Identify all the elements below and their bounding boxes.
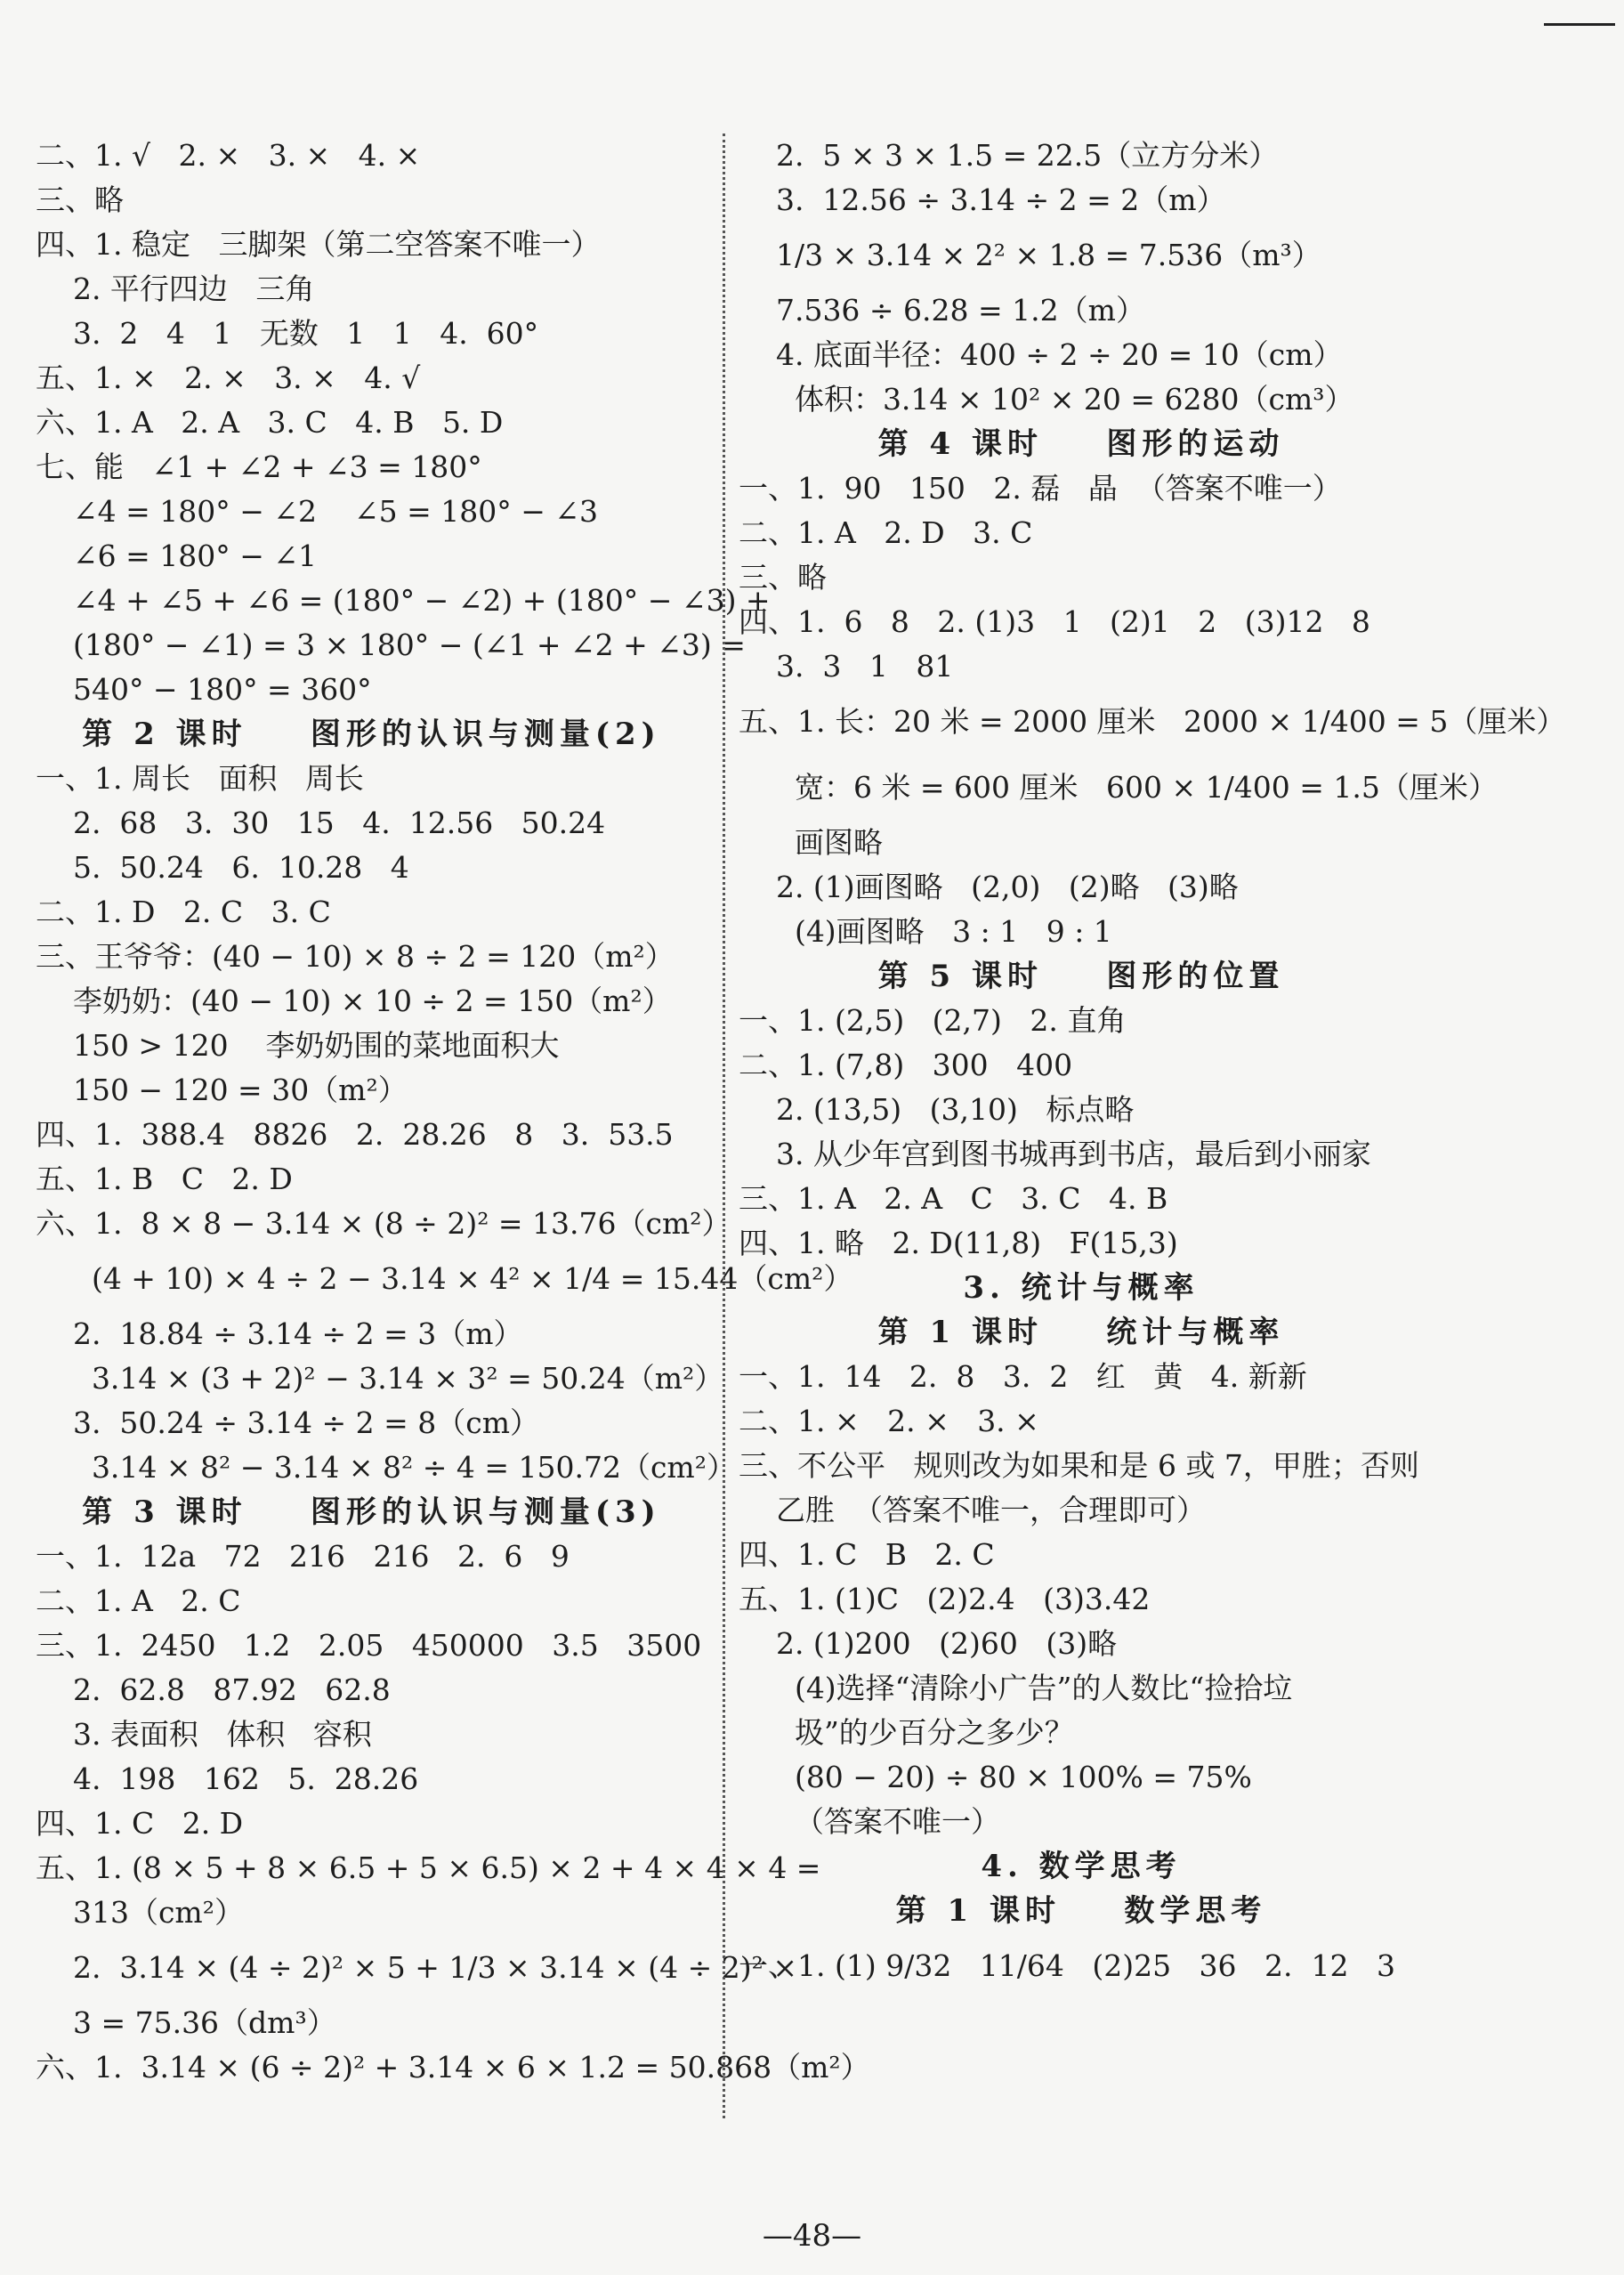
answer-line: 3.14 × (3 + 2)² − 3.14 × 3² = 50.24（m²）	[36, 1361, 724, 1396]
answer-line: 五、1. × 2. × 3. × 4. √	[36, 360, 421, 395]
answer-line: 3. 3 1 81	[739, 649, 954, 684]
answer-line: 宽：6 米 = 600 厘米 600 × 1/400 = 1.5（厘米）	[739, 770, 1498, 805]
section-heading: 4. 数学思考	[981, 1849, 1182, 1884]
answer-line: （答案不唯一）	[739, 1804, 1000, 1839]
answer-line: 六、1. A 2. A 3. C 4. B 5. D	[36, 405, 504, 440]
answer-line: 2. 平行四边 三角	[36, 271, 315, 306]
answer-line: 2. (1)200 (2)60 (3)略	[739, 1626, 1118, 1661]
section-heading: 第 1 课时 数学思考	[895, 1893, 1267, 1929]
answer-line: 四、1. 稳定 三脚架（第二空答案不唯一）	[36, 227, 601, 262]
answer-line: 1/3 × 3.14 × 2² × 1.8 = 7.536（m³）	[739, 238, 1321, 272]
answer-line: 一、1. 周长 面积 周长	[36, 761, 364, 796]
answer-line: 三、略	[36, 182, 124, 217]
answer-line: 3. 50.24 ÷ 3.14 ÷ 2 = 8（cm）	[36, 1405, 540, 1440]
section-heading: 第 5 课时 图形的位置	[877, 959, 1285, 994]
answer-line: 三、1. 2450 1.2 2.05 450000 3.5 3500	[36, 1628, 702, 1663]
answer-line: 540° − 180° = 360°	[36, 672, 372, 707]
answer-line: 四、1. 略 2. D(11,8) F(15,3)	[739, 1226, 1178, 1260]
answer-line: (4)画图略 3 : 1 9 : 1	[739, 914, 1112, 949]
page-number: —48—	[762, 2218, 862, 2254]
answer-line: 2. 3.14 × (4 ÷ 2)² × 5 + 1/3 × 3.14 × (4 ÷ 2)² ×	[36, 1950, 797, 1985]
answer-line: 四、1. C 2. D	[36, 1806, 244, 1841]
answer-line: 313（cm²）	[36, 1895, 244, 1930]
answer-line: 二、1. × 2. × 3. ×	[739, 1404, 1039, 1438]
answer-line: 2. 68 3. 30 15 4. 12.56 50.24	[36, 806, 606, 840]
answer-line: 三、王爷爷：(40 − 10) × 8 ÷ 2 = 120（m²）	[36, 939, 675, 974]
answer-line: 画图略	[739, 825, 883, 860]
answer-line: (80 − 20) ÷ 80 × 100% = 75%	[739, 1760, 1252, 1794]
answer-line: 2. 62.8 87.92 62.8	[36, 1672, 391, 1707]
answer-line: 5. 50.24 6. 10.28 4	[36, 850, 409, 885]
answer-line: 3.14 × 8² − 3.14 × 8² ÷ 4 = 150.72（cm²）	[36, 1450, 736, 1485]
answer-line: 四、1. C B 2. C	[739, 1537, 995, 1572]
answer-line: 体积：3.14 × 10² × 20 = 6280（cm³）	[739, 382, 1354, 417]
top-rule	[1544, 23, 1615, 26]
answer-line: 4. 底面半径：400 ÷ 2 ÷ 20 = 10（cm）	[739, 337, 1343, 372]
answer-line: 五、1. (8 × 5 + 8 × 6.5 + 5 × 6.5) × 2 + 4 × 4 × 4 =	[36, 1850, 821, 1885]
answer-line: 3 = 75.36（dm³）	[36, 2005, 336, 2040]
answer-line: 乙胜 （答案不唯一，合理即可）	[739, 1493, 1206, 1527]
answer-line: (4)选择“清除小广告”的人数比“捡拾垃	[739, 1671, 1293, 1705]
answer-line: 三、略	[739, 560, 827, 595]
answer-line: 二、1. A 2. D 3. C	[739, 515, 1033, 550]
column-divider	[723, 134, 725, 2118]
answer-line: 一、1. 14 2. 8 3. 2 红 黄 4. 新新	[739, 1359, 1307, 1394]
answer-line: 四、1. 388.4 8826 2. 28.26 8 3. 53.5	[36, 1117, 674, 1152]
section-heading: 第 1 课时 统计与概率	[877, 1315, 1285, 1350]
answer-line: 二、1. √ 2. × 3. × 4. ×	[36, 138, 421, 173]
answer-line: ∠4 = 180° − ∠2 ∠5 = 180° − ∠3	[36, 494, 598, 529]
answer-line: 2. 5 × 3 × 1.5 = 22.5（立方分米）	[739, 138, 1279, 173]
answer-line: 五、1. (1)C (2)2.4 (3)3.42	[739, 1582, 1151, 1616]
answer-line: 7.536 ÷ 6.28 = 1.2（m）	[739, 293, 1145, 328]
answer-line: 三、不公平 规则改为如果和是 6 或 7，甲胜；否则	[739, 1448, 1419, 1483]
answer-line: 四、1. 6 8 2. (1)3 1 (2)1 2 (3)12 8	[739, 604, 1370, 639]
answer-line: 圾”的少百分之多少？	[739, 1715, 1074, 1750]
answer-line: ∠4 + ∠5 + ∠6 = (180° − ∠2) + (180° − ∠3) +	[36, 583, 771, 618]
answer-line: 一、1. 90 150 2. 磊 晶 （答案不唯一）	[739, 471, 1342, 506]
answer-line: 五、1. 长：20 米 = 2000 厘米 2000 × 1/400 = 5（厘米）	[739, 704, 1566, 739]
section-heading: 第 2 课时 图形的认识与测量(2)	[82, 717, 661, 752]
answer-line: 李奶奶：(40 − 10) × 10 ÷ 2 = 150（m²）	[36, 984, 672, 1018]
answer-line: ∠6 = 180° − ∠1	[36, 538, 317, 573]
answer-line: 3. 从少年宫到图书城再到书店，最后到小丽家	[739, 1137, 1371, 1171]
answer-line: 一、1. (1) 9/32 11/64 (2)25 36 2. 12 3	[739, 1948, 1395, 1983]
answer-line: 3. 表面积 体积 容积	[36, 1717, 372, 1752]
answer-line: 三、1. A 2. A C 3. C 4. B	[739, 1181, 1168, 1216]
answer-line: 150 > 120 李奶奶围的菜地面积大	[36, 1028, 560, 1063]
section-heading: 第 3 课时 图形的认识与测量(3)	[82, 1494, 661, 1530]
answer-line: 五、1. B C 2. D	[36, 1162, 293, 1196]
answer-line: (4 + 10) × 4 ÷ 2 − 3.14 × 4² × 1/4 = 15.44（cm²）	[36, 1261, 853, 1296]
answer-line: 二、1. D 2. C 3. C	[36, 895, 331, 929]
answer-line: (180° − ∠1) = 3 × 180° − (∠1 + ∠2 + ∠3) =	[36, 627, 746, 662]
answer-line: 2. (13,5) (3,10) 标点略	[739, 1092, 1135, 1127]
section-heading: 第 4 课时 图形的运动	[877, 426, 1285, 462]
answer-line: 2. 18.84 ÷ 3.14 ÷ 2 = 3（m）	[36, 1316, 523, 1351]
answer-line: 一、1. (2,5) (2,7) 2. 直角	[739, 1003, 1127, 1038]
answer-line: 七、能 ∠1 + ∠2 + ∠3 = 180°	[36, 449, 482, 484]
answer-line: 二、1. (7,8) 300 400	[739, 1048, 1073, 1082]
answer-line: 二、1. A 2. C	[36, 1583, 241, 1618]
answer-line: 4. 198 162 5. 28.26	[36, 1761, 419, 1796]
answer-line: 3. 12.56 ÷ 3.14 ÷ 2 = 2（m）	[739, 182, 1226, 217]
right-column	[739, 134, 1566, 1999]
answer-line: 3. 2 4 1 无数 1 1 4. 60°	[36, 316, 539, 351]
answer-line: 一、1. 12a 72 216 216 2. 6 9	[36, 1539, 570, 1574]
answer-line: 2. (1)画图略 (2,0) (2)略 (3)略	[739, 870, 1239, 904]
section-heading: 3. 统计与概率	[963, 1270, 1200, 1306]
answer-line: 六、1. 8 × 8 − 3.14 × (8 ÷ 2)² = 13.76（cm²）	[36, 1206, 731, 1241]
answer-line: 六、1. 3.14 × (6 ÷ 2)² + 3.14 × 6 × 1.2 = 50.868（m²）	[36, 2050, 870, 2085]
answer-line: 150 − 120 = 30（m²）	[36, 1073, 408, 1107]
